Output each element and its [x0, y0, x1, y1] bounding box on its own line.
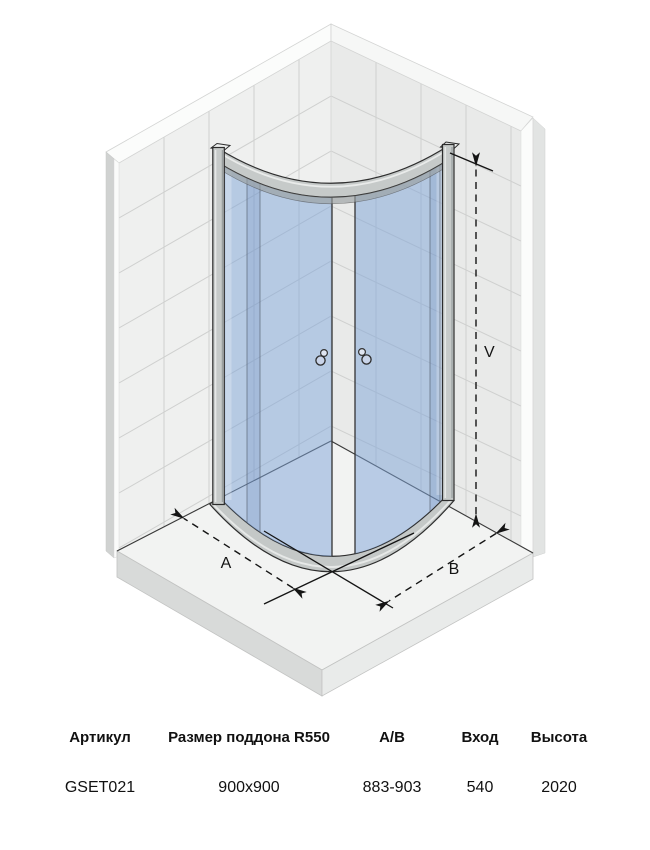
left-wall-outer-face [106, 152, 114, 558]
col-header-ab: А/В [379, 729, 405, 746]
dimension-label-b: B [448, 561, 460, 578]
dimension-label-a: A [220, 555, 232, 572]
col-value-article: GSET021 [64, 779, 136, 796]
right-wall-outer-face [533, 118, 545, 557]
col-value-ab: 883-903 [362, 779, 422, 796]
col-header-height: Высота [530, 729, 588, 746]
col-header-article: Артикул [69, 729, 131, 746]
col-value-entrance: 540 [466, 779, 494, 796]
col-value-tray-size: 900x900 [218, 779, 280, 796]
col-header-entrance: Вход [461, 729, 499, 746]
dimension-label-v: V [484, 344, 495, 361]
glass-highlight-left [226, 170, 232, 500]
col-header-tray-size: Размер поддона R550 [168, 729, 330, 746]
right-wall-edge [521, 118, 533, 557]
left-wall-edge [114, 159, 119, 558]
col-value-height: 2020 [541, 779, 577, 796]
glass-overlap-left [247, 176, 260, 532]
